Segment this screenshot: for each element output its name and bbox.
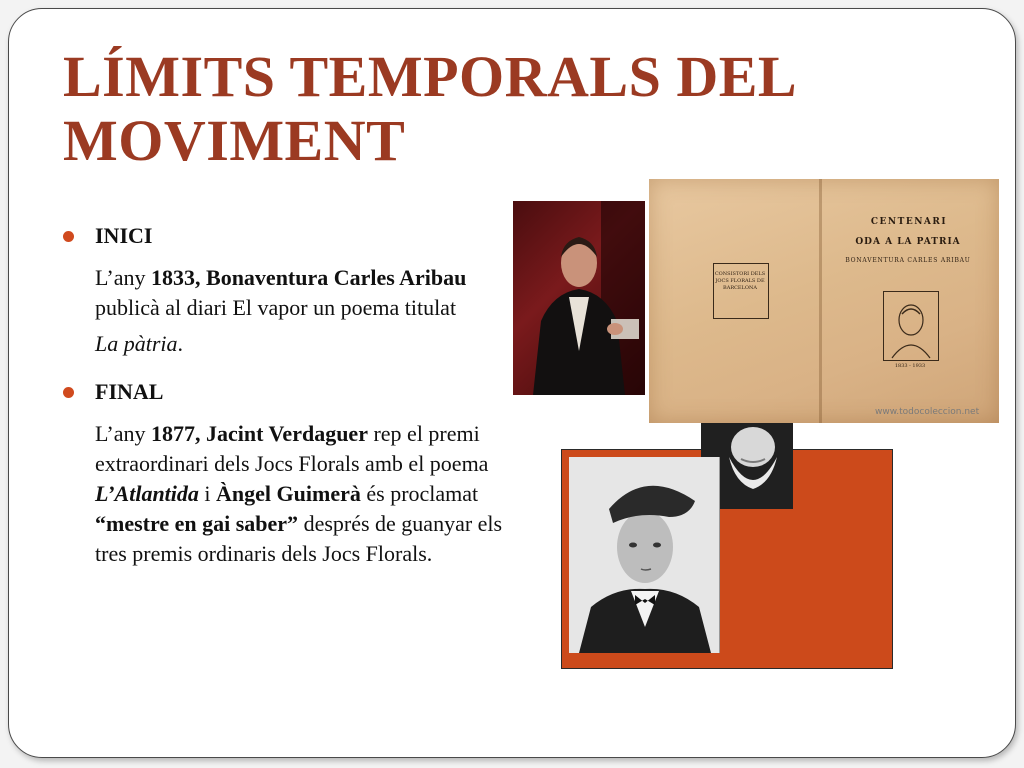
text-run-bold: 1833, Bonaventura Carles Aribau	[151, 265, 467, 290]
aribau-portrait-image	[513, 201, 645, 395]
bullet-dot-icon	[63, 387, 74, 398]
text-run: publicà al diari El vapor un poema titulat	[95, 295, 457, 320]
booklet-portrait-sketch	[884, 292, 938, 360]
paragraph-final	[61, 419, 511, 569]
booklet-title-line2: ODA A LA PATRIA	[855, 237, 961, 247]
text-run-italic: La pàtria	[95, 331, 178, 356]
text-run-bold-italic: L’Atlantida	[95, 481, 199, 506]
text-run: L’any	[95, 421, 152, 446]
centenari-booklet-image	[649, 179, 999, 423]
text-run-bold: “mestre en gai saber”	[95, 511, 299, 536]
slide	[8, 8, 1016, 758]
bullet-heading-final: FINAL	[95, 379, 164, 404]
text-run: i	[198, 481, 217, 506]
booklet-portrait-box	[883, 291, 939, 361]
young-man-portrait-image	[569, 457, 720, 653]
paragraph-la-patria	[61, 329, 511, 359]
booklet-years: 1833 - 1933	[894, 363, 926, 369]
text-run-bold: Àngel Guimerà	[216, 481, 361, 506]
bullet-inici	[61, 221, 511, 251]
bullet-heading-inici: INICI	[95, 223, 153, 248]
booklet-title-line1: CENTENARI	[870, 217, 948, 227]
bullet-final	[61, 377, 511, 407]
text-run-bold: 1877, Jacint Verdaguer	[151, 421, 368, 446]
booklet-left-box-text: CONSISTORI DELS JOCS FLORALS DE BARCELONA	[714, 271, 766, 291]
text-run: després de guanyar els tres premis ordinaris dels Jocs Florals.	[95, 511, 503, 566]
text-run: L’any	[95, 265, 152, 290]
text-run: .	[177, 331, 184, 356]
young-man-drawing	[569, 457, 719, 653]
bullet-dot-icon	[63, 231, 74, 242]
booklet-fold	[819, 179, 822, 423]
text-run: rep el premi extraordinari dels Jocs Florals amb el poema	[95, 421, 489, 476]
text-run: és proclamat	[360, 481, 479, 506]
watermark-text: www.todocoleccion.net	[875, 407, 980, 417]
slide-title: LÍMITS TEMPORALS DEL MOVIMENT	[63, 44, 794, 173]
paragraph-inici	[61, 263, 511, 323]
booklet-title-line3: BONAVENTURA CARLES ARIBAU	[845, 257, 971, 264]
aribau-portrait-drawing	[513, 201, 645, 395]
slide-body	[61, 221, 511, 575]
